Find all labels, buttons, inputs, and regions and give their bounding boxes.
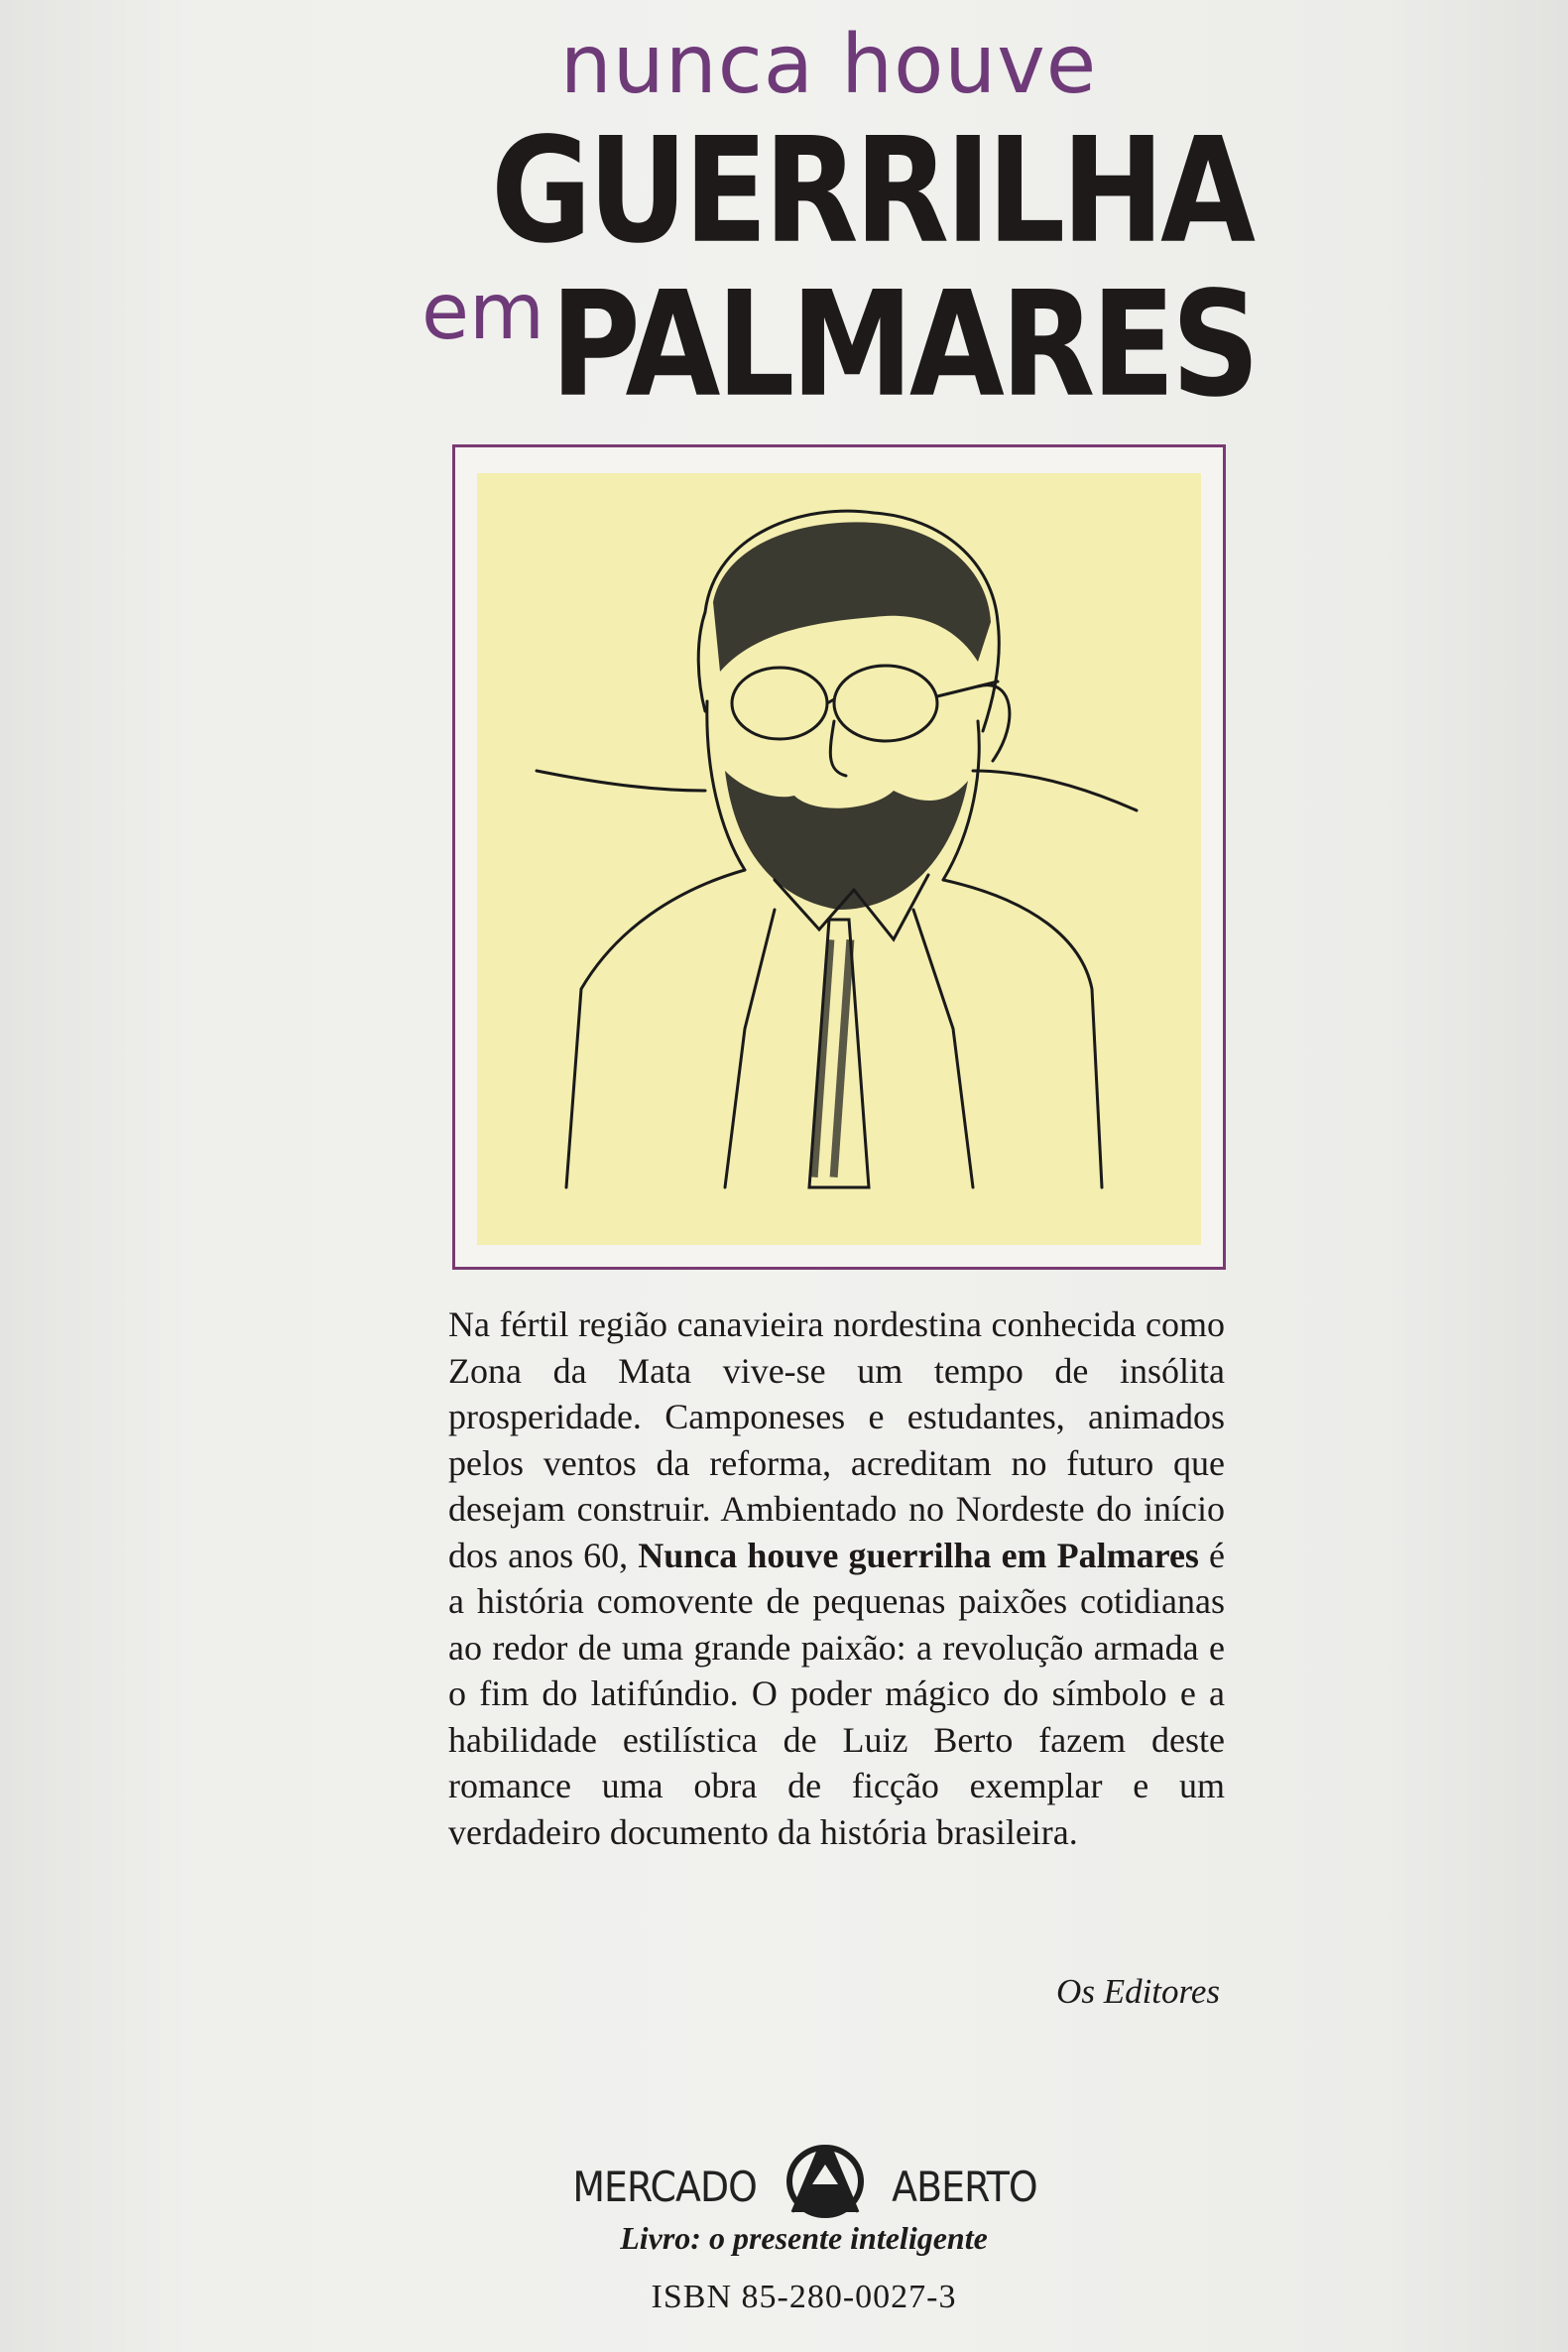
publisher-name-right: ABERTO bbox=[892, 2162, 1037, 2211]
title-place: PALMARES bbox=[550, 261, 1257, 431]
publisher-emblem-icon bbox=[771, 2143, 880, 2230]
blurb-signature: Os Editores bbox=[1056, 1972, 1220, 2011]
publisher-name-left: MERCADO bbox=[572, 2162, 757, 2211]
isbn-number: ISBN 85-280-0027-3 bbox=[651, 2279, 957, 2315]
portrait-frame bbox=[452, 444, 1226, 1270]
blurb-part-2: é a história comovente de pequenas paixões cotidianas ao redor de uma grande paixão: a revolução armada e o fim do latifúndio. O poder mágico do símbolo e a habilidade estilística de Luiz Berto fazem deste romance uma obra de ficção exemplar e um verdadeiro documento da história brasileira. bbox=[448, 1535, 1226, 1852]
publisher-logo bbox=[0, 2143, 1568, 2230]
portrait-sketch-icon bbox=[477, 473, 1201, 1245]
publisher-tagline: Livro: o presente inteligente bbox=[620, 2220, 988, 2256]
author-portrait-drawing bbox=[477, 473, 1201, 1245]
title-line-top: nunca houve bbox=[559, 18, 1098, 112]
blurb-book-title: Nunca houve guerrilha em Palmares bbox=[638, 1535, 1199, 1575]
blurb-part-1: Na fértil região canavieira nordestina conhecida como Zona da Mata vive-se um tempo de insólita prosperidade. Camponeses e estudantes, animados pelos ventos da reforma, acreditam no futuro que desejam construir. Ambientado no Nordeste do início dos anos 60, bbox=[448, 1304, 1225, 1575]
blurb-text bbox=[448, 1301, 1225, 1855]
title-main: GUERRILHA bbox=[491, 107, 1253, 277]
title-preposition: em bbox=[422, 268, 544, 357]
